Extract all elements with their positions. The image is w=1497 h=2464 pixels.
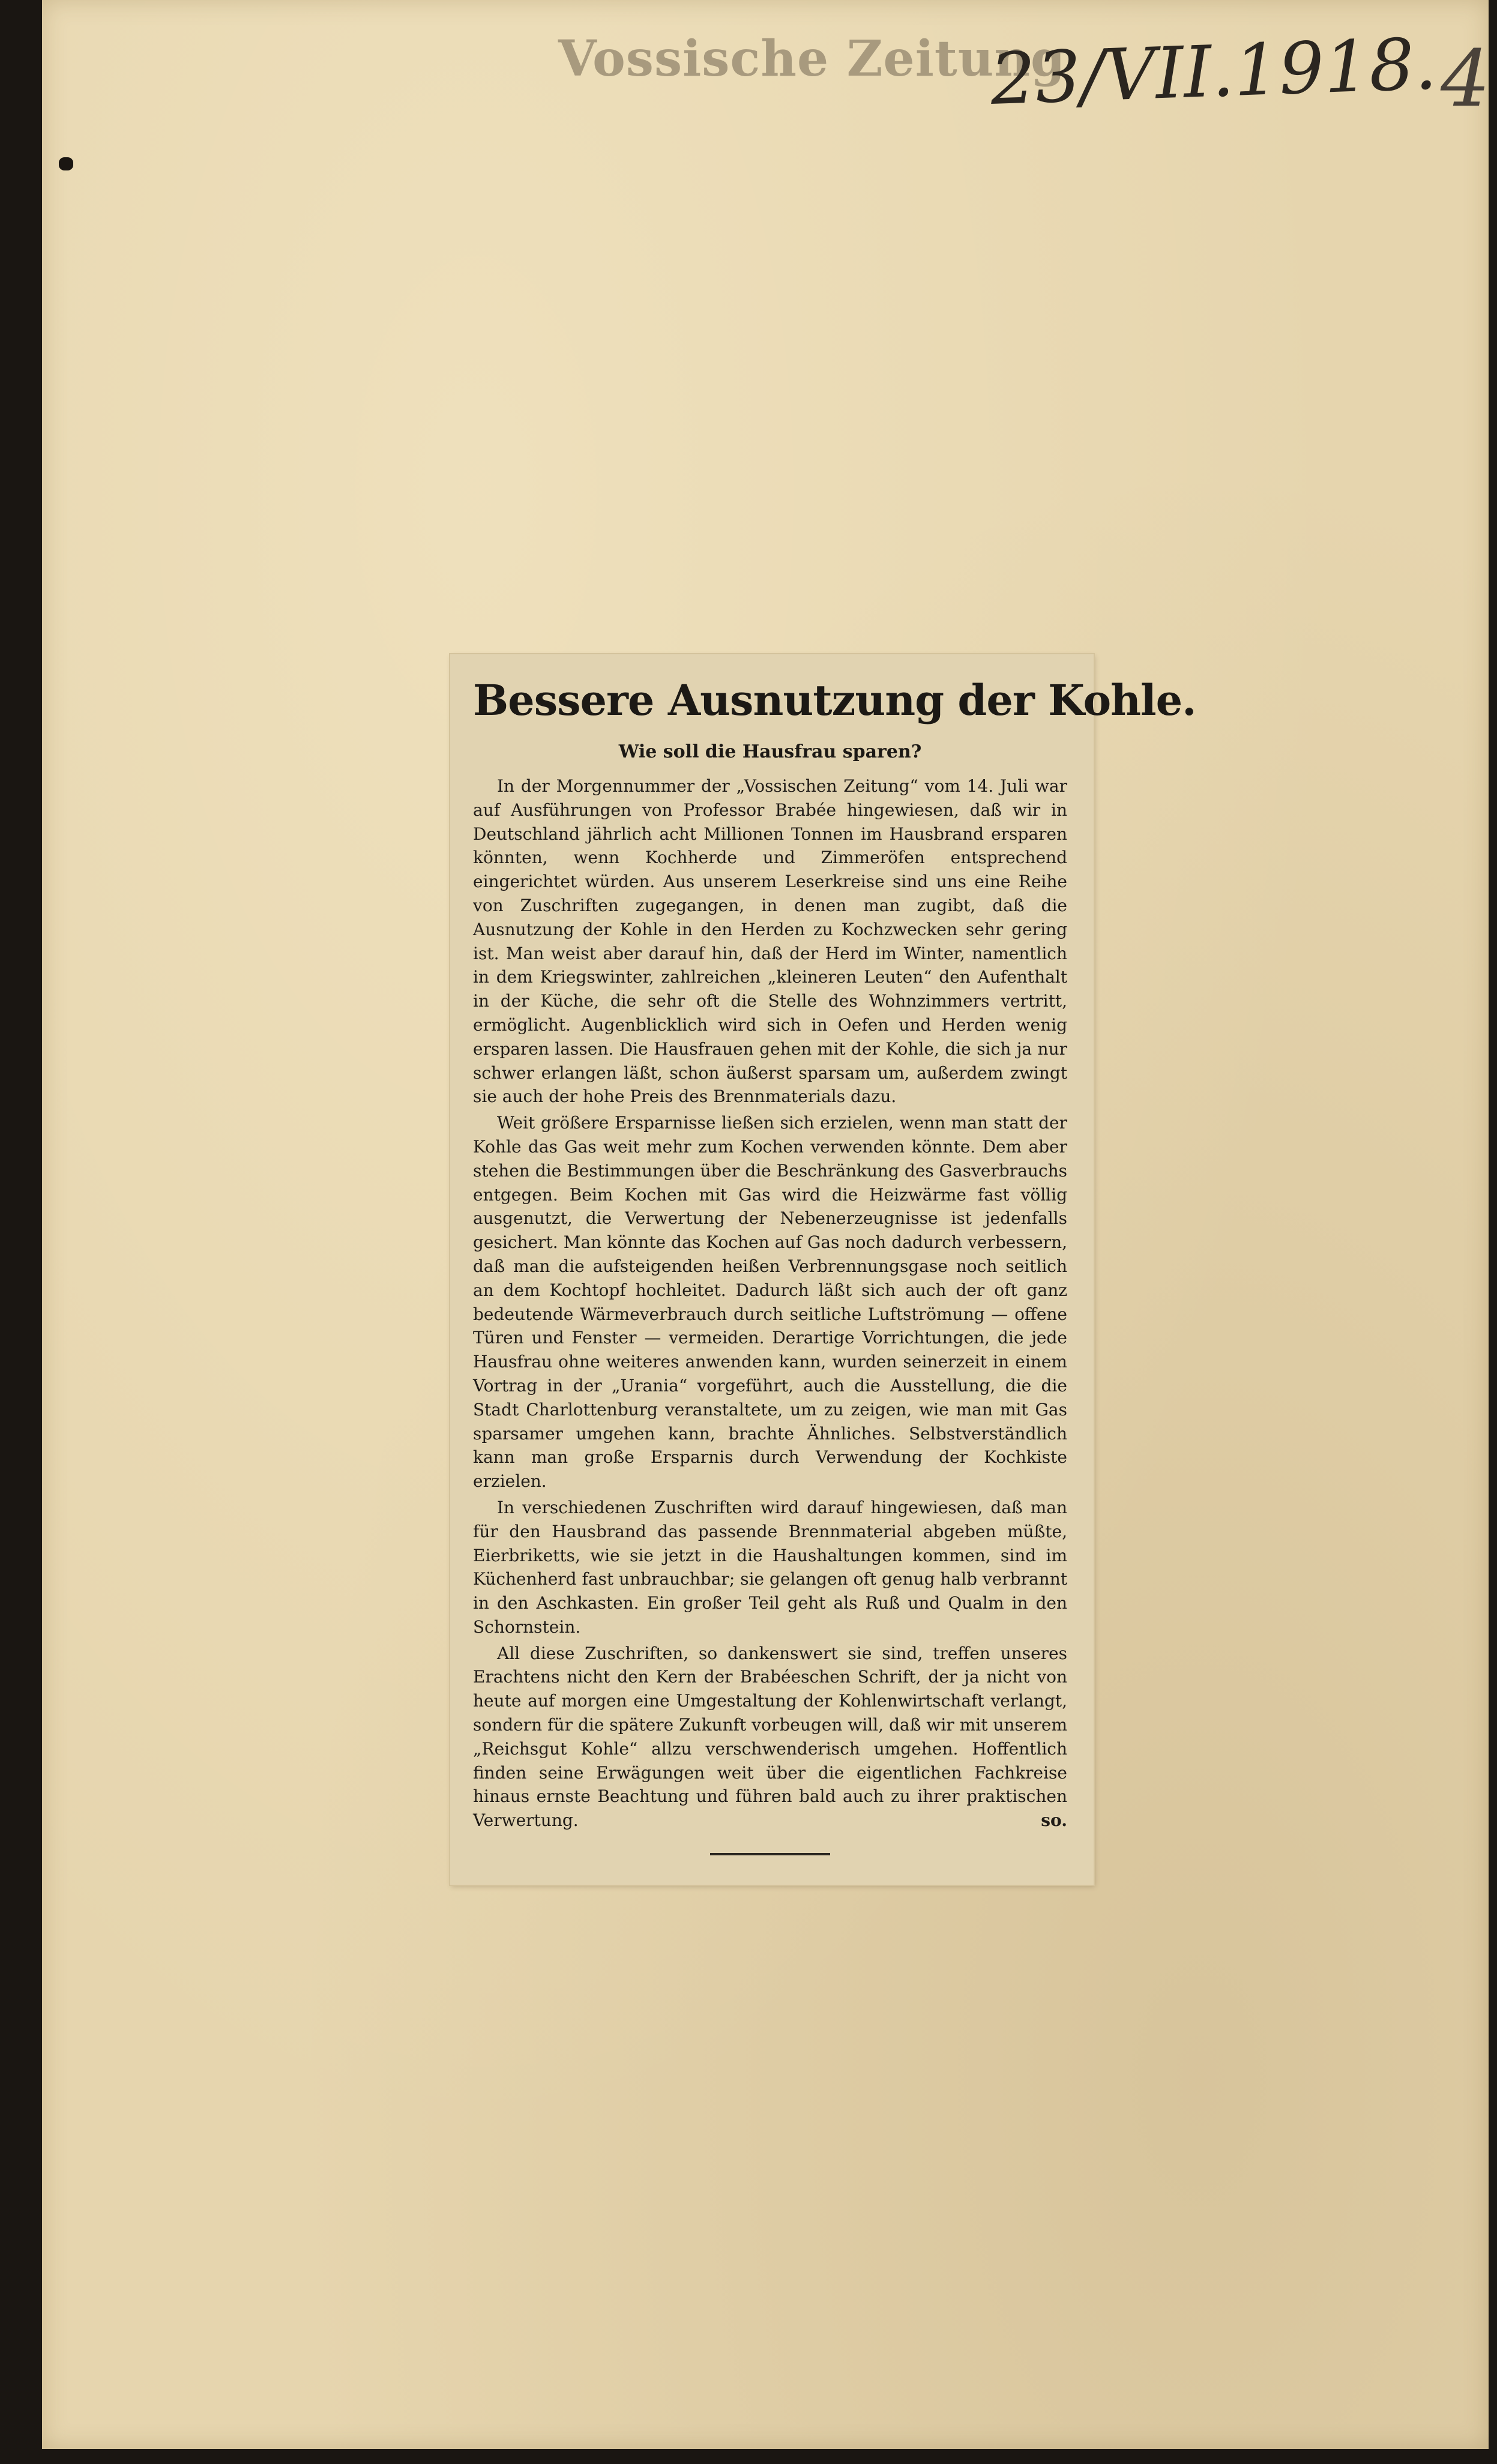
article-paragraph-4 <box>473 1642 1067 1833</box>
masthead-stamp: Vossische Zeitung <box>558 30 1066 88</box>
archive-sheet <box>42 0 1489 2449</box>
article-paragraph-3: In verschiedenen Zuschriften wird darauf hingewiesen, daß man für den Hausbrand das passende Brennmaterial abgeben müßte, Eierbriketts, wie sie jetzt in die Haushaltungen kommen, sind im Küchenherd fast unbrauchbar; sie gelangen oft genug halb verbrannt in den Aschkasten. Ein großer Teil geht als Ruß und Qualm in den Schornstein. <box>473 1497 1067 1637</box>
article-end-rule <box>710 1853 830 1855</box>
article-paragraph-2: Weit größere Ersparnisse ließen sich erzielen, wenn man statt der Kohle das Gas weit mehr zum Kochen verwenden könnte. Dem aber stehen die Bestimmungen über die Beschränkung des Gasverbrauchs entgegen. Beim Kochen mit Gas wird die Heizwärme fast völlig ausgenutzt, die Verwertung der Nebenerzeugnisse ist jedenfalls gesichert. Man könnte das Kochen auf Gas noch dadurch verbessern, daß man die aufsteigenden heißen Verbrennungsgase noch seitlich an dem Kochtopf hochleitet. Dadurch läßt sich auch der oft ganz bedeutende Wärmeverbrauch durch seitliche Luftströmung — offene Türen und Fenster — vermeiden. Derartige Vorrichtungen, die jede Hausfrau ohne weiteres anwenden kann, wurden seinerzeit in einem Vortrag in der „Urania“ vorgeführt, auch die Ausstellung, die die Stadt Charlottenburg veranstaltete, um zu zeigen, wie man mit Gas sparsamer umgehen kann, brachte Ähnliches. Selbstverständlich kann man große Ersparnis durch Verwendung der Kochkiste erzielen. <box>473 1113 1067 1492</box>
handwritten-page-number: 4 <box>1441 33 1490 124</box>
handwritten-date: 23/VII.1918. <box>989 22 1438 121</box>
article-signature: so. <box>1041 1810 1067 1831</box>
article-headline: Bessere Ausnutzung der Kohle. <box>473 675 1196 725</box>
article-paragraph-1: In der Morgennummer der „Vossischen Zeitung“ vom 14. Juli war auf Ausführungen von Professor Brabée hingewiesen, daß wir in Deutschland jährlich acht Millionen Tonnen im Hausbrand ersparen könnten, wenn Kochherde und Zimmeröfen entsprechend eingerichtet würden. Aus unserem Leserkreise sind uns eine Reihe von Zuschriften zugegangen, in denen man zugibt, daß die Ausnutzung der Kohle in den Herden zu Kochzwecken sehr gering ist. Man weist aber darauf hin, daß der Herd im Winter, namentlich in dem Kriegswinter, zahlreichen „kleineren Leuten“ den Aufenthalt in der Küche, die sehr oft die Stelle des Wohnzimmers vertritt, ermöglicht. Augenblicklich wird sich in Oefen und Herden wenig ersparen lassen. Die Hausfrauen gehen mit der Kohle, die sich ja nur schwer erlangen läßt, schon äußerst sparsam um, außerdem zwingt sie auch der hohe Preis des Brennmaterials dazu. <box>473 776 1067 1107</box>
newspaper-clipping <box>450 654 1196 1885</box>
paper-tear-mark <box>59 157 73 170</box>
article-paragraph-4-text: All diese Zuschriften, so dankenswert sie sind, treffen unseres Erachtens nicht den Kern der Brabéeschen Schrift, der ja nicht von heute auf morgen eine Umgestaltung der Kohlenwirtschaft verlangt, sondern für die spätere Zukunft vorbeugen will, daß wir mit unserem „Reichsgut Kohle“ allzu verschwenderisch umgehen. Hoffentlich finden seine Erwägungen weit über die eigentlichen Fachkreise hinaus ernste Beachtung und führen bald auch zu ihrer praktischen Verwertung. <box>473 1643 1067 1831</box>
article-subheadline: Wie soll die Hausfrau sparen? <box>618 741 922 762</box>
